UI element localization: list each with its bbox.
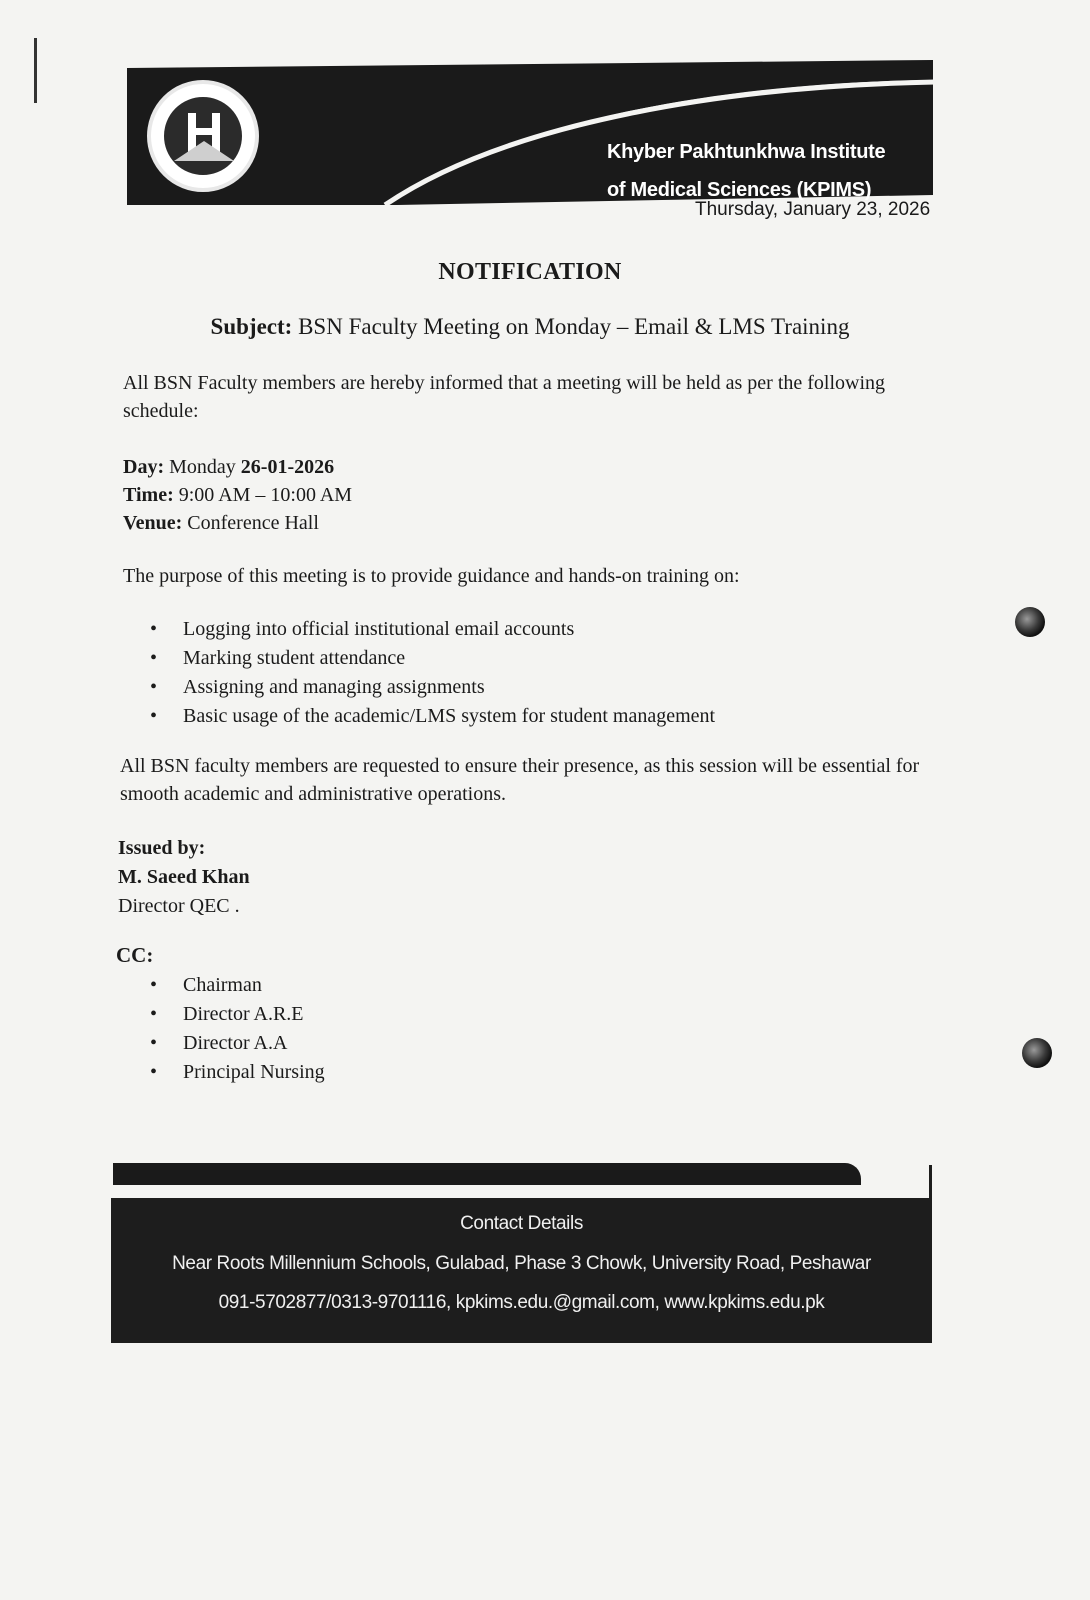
meeting-schedule [123, 453, 352, 537]
footer-heading: Contact Details [460, 1213, 583, 1234]
page-title: NOTIFICATION [438, 259, 622, 285]
list-item: • Director A.A [150, 1029, 325, 1058]
venue-label: Venue: [123, 512, 183, 534]
day-date: 26-01-2026 [240, 456, 335, 478]
institute-name [607, 133, 885, 209]
issuer-designation: Director QEC . [118, 895, 240, 917]
letterhead-banner [127, 60, 953, 205]
issuer-name: M. Saeed Khan [118, 866, 250, 888]
venue-value: Conference Hall [182, 512, 319, 534]
day-value: Monday [164, 456, 241, 478]
list-item: • Director A.R.E [150, 1000, 325, 1029]
subject-label: Subject: [210, 314, 293, 339]
list-item: • Principal Nursing [150, 1058, 325, 1087]
purpose-paragraph: The purpose of this meeting is to provide guidance and hands-on training on: [123, 565, 740, 587]
margin-mark [34, 38, 37, 103]
issued-by-block [118, 834, 250, 921]
training-list [150, 615, 715, 731]
schedule-venue [123, 509, 352, 537]
footer-accent-line [929, 1165, 932, 1199]
schedule-day [123, 453, 352, 481]
list-item: • Basic usage of the academic/LMS system for student management [150, 702, 715, 731]
time-value: 9:00 AM – 10:00 AM [173, 484, 353, 506]
list-item: • Logging into official institutional email accounts [150, 615, 715, 644]
footer-accent-bar [113, 1163, 861, 1185]
list-item: • Assigning and managing assignments [150, 673, 715, 702]
list-item: • Marking student attendance [150, 644, 715, 673]
cc-list [150, 971, 325, 1087]
footer-contact: 091-5702877/0313-9701116, kpkims.edu.@gmail.com, www.kpkims.edu.pk [218, 1292, 825, 1313]
issue-date: Thursday, January 23, 2026 [695, 199, 931, 220]
issued-label: Issued by: [118, 837, 206, 859]
schedule-time [123, 481, 352, 509]
list-item: • Chairman [150, 971, 325, 1000]
time-label: Time: [123, 484, 174, 506]
footer-address: Near Roots Millennium Schools, Gulabad, Phase 3 Chowk, University Road, Peshawar [172, 1253, 871, 1274]
subject-line [0, 314, 1060, 340]
kpims-crest-icon [147, 80, 259, 192]
institute-name-line2: of Medical Sciences (KPIMS) [607, 179, 872, 201]
punch-hole [1015, 607, 1045, 637]
cc-label: CC: [116, 943, 154, 967]
institute-name-line1: Khyber Pakhtunkhwa Institute [607, 141, 886, 163]
closing-paragraph: All BSN faculty members are requested to ensure their presence, as this session will be essential for smooth academic and administrative operations. [120, 755, 920, 805]
intro-paragraph: All BSN Faculty members are hereby informed that a meeting will be held as per the following schedule: [123, 372, 886, 422]
punch-hole [1022, 1038, 1052, 1068]
subject-text: BSN Faculty Meeting on Monday – Email & LMS Training [292, 314, 850, 339]
contact-footer [111, 1198, 932, 1343]
day-label: Day: [123, 456, 165, 478]
